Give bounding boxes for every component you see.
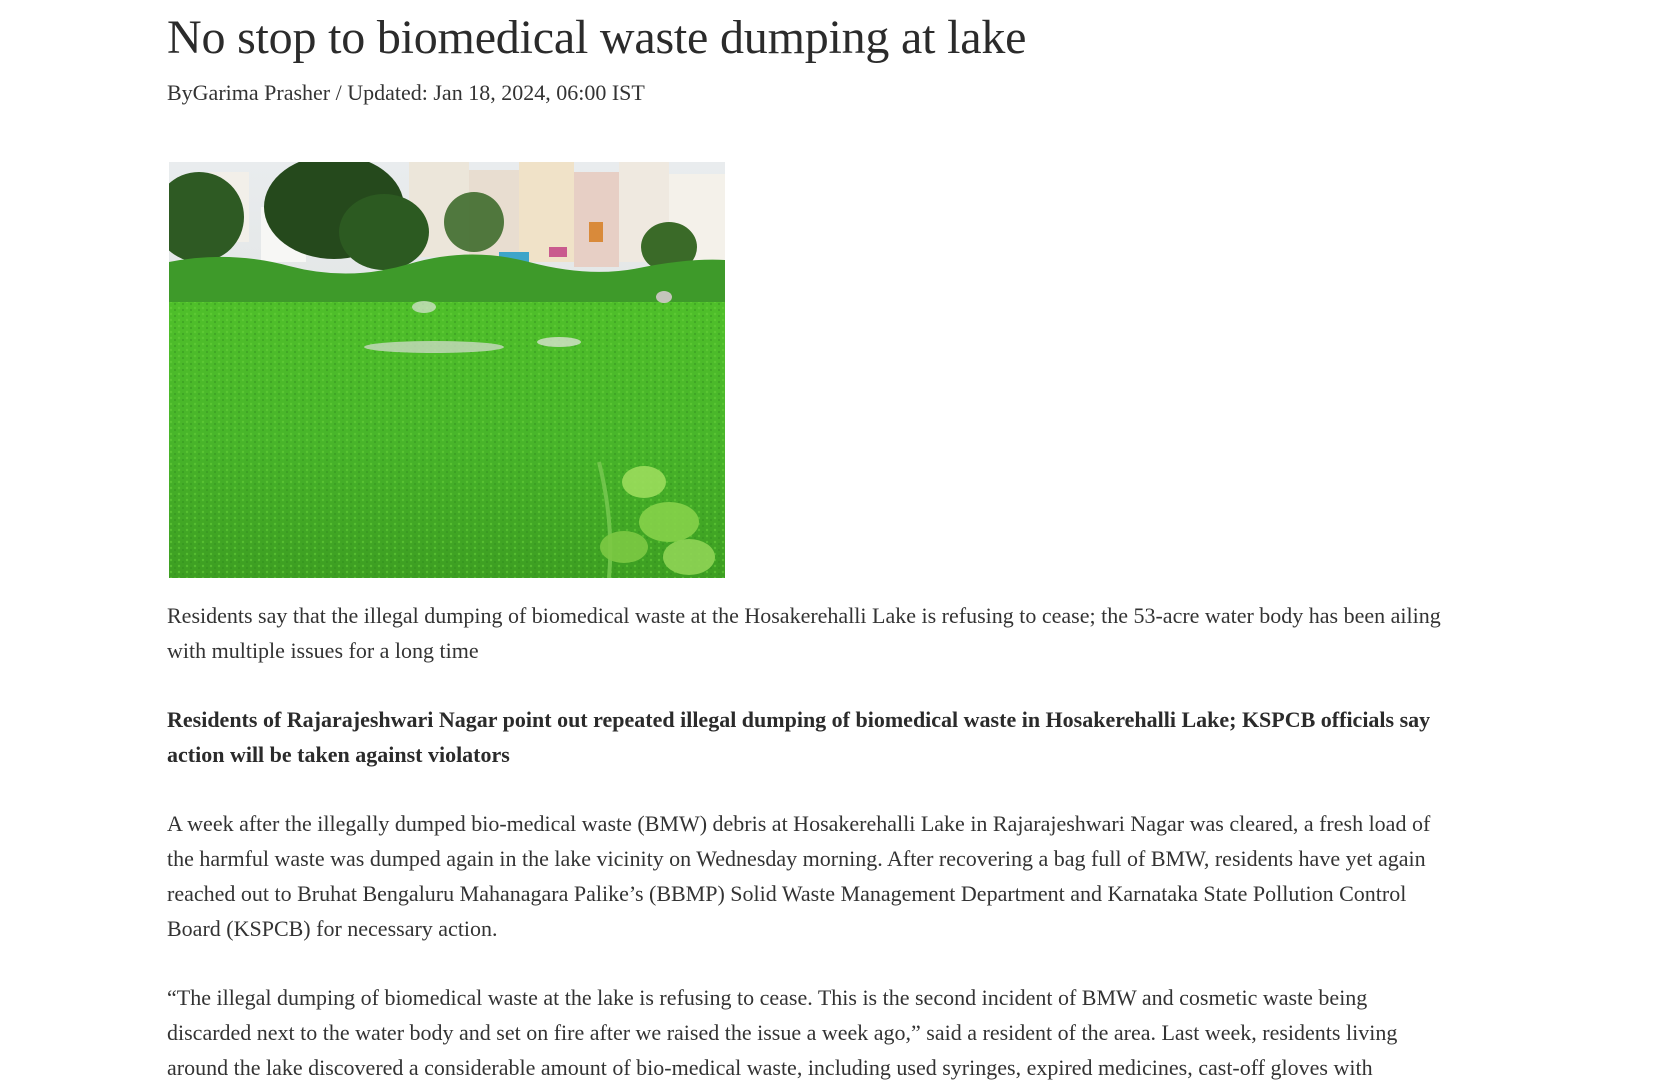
article-byline: ByGarima Prasher / Updated: Jan 18, 2024, 06:00 IST: [167, 80, 645, 105]
article-paragraph: A week after the illegally dumped bio-medical waste (BMW) debris at Hosakerehalli Lake in Rajarajeshwari Nagar was cleared, a fresh load of the harmful waste was dumped again in the lake vicinity on Wednesday morning. After recovering a bag full of BMW, residents have yet again reached out to Bruhat Bengaluru Mahanagara Palike’s (BBMP) Solid Waste Management Department and Karnataka State Pollution Control Board (KSPCB) for necessary action.: [167, 811, 1431, 941]
photo-caption: Residents say that the illegal dumping of biomedical waste at the Hosakerehalli Lake is refusing to cease; the 53-acre water body has been ailing with multiple issues for a long time: [167, 603, 1441, 663]
lake-photo: [169, 162, 725, 578]
article-headline: No stop to biomedical waste dumping at lake: [167, 11, 1027, 64]
article-paragraph: “The illegal dumping of biomedical waste at the lake is refusing to cease. This is the second incident of BMW and cosmetic waste being discarded next to the water body and set on fire after we raised the issue a week ago,” said a resident of the area. Last week, residents living around the lake discovered a considerable amount of bio-medical waste, including used syringes, expired medicines, cast-off gloves with: [167, 985, 1398, 1080]
article-lede: Residents of Rajarajeshwari Nagar point out repeated illegal dumping of biomedical waste in Hosakerehalli Lake; KSPCB officials say action will be taken against violators: [167, 707, 1431, 767]
